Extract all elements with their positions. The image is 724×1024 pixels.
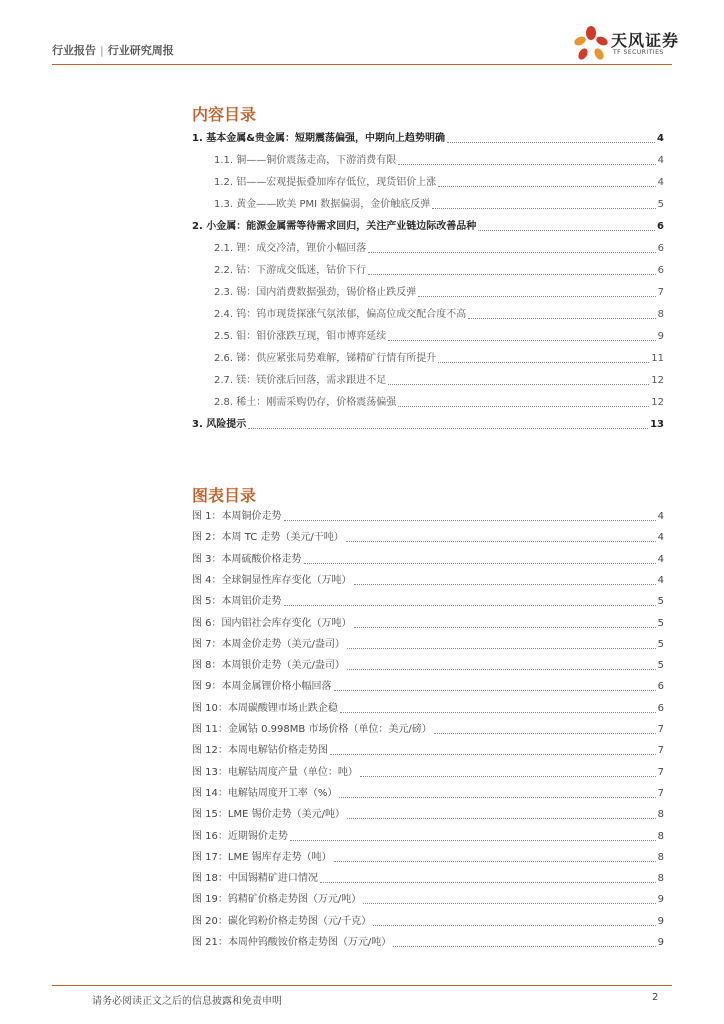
header-divider	[52, 64, 672, 65]
flower-logo-icon	[571, 24, 611, 64]
figure-entry[interactable]	[192, 808, 664, 822]
toc-entry-label: 1.1. 铜——铜价震荡走高，下游消费有限	[214, 155, 397, 166]
figure-entry-label: 图 17：LME 锡库存走势（吨）	[192, 851, 332, 863]
figure-leader-dots	[373, 925, 655, 926]
figure-entry-label: 图 15：LME 锡价走势（美元/吨）	[192, 809, 345, 821]
toc-entry[interactable]	[192, 418, 664, 432]
toc-leader-dots	[438, 186, 655, 187]
figure-entry[interactable]	[192, 638, 664, 652]
toc-leader-dots	[478, 230, 655, 231]
figure-entry-page: 6	[657, 702, 664, 714]
toc-entry-label: 1.2. 铝——宏观提振叠加库存低位，现货铝价上涨	[214, 177, 437, 188]
figures-title: 图表目录	[192, 486, 257, 505]
figure-leader-dots	[334, 690, 656, 691]
figure-entry-label: 图 18：中国锡精矿进口情况	[192, 873, 318, 885]
toc-entry[interactable]	[214, 396, 664, 410]
toc-entry-label: 3. 风险提示	[192, 419, 247, 430]
figure-leader-dots	[347, 818, 656, 819]
figure-entry-page: 4	[657, 553, 664, 565]
figure-entry-page: 8	[657, 830, 664, 842]
figure-leader-dots	[347, 648, 656, 649]
toc-leader-dots	[432, 208, 655, 209]
figure-entry-label: 图 16：近期锡价走势	[192, 830, 288, 842]
toc-leader-dots	[248, 428, 648, 429]
toc-entry-label: 1.3. 黄金——欧美 PMI 数据偏弱，金价触底反弹	[214, 199, 431, 210]
figure-entry-label: 图 21：本周仲钨酸铵价格走势图（万元/吨）	[192, 937, 392, 948]
logo-english-name: TF SECURITIES	[613, 49, 664, 56]
figure-entry-page: 5	[657, 660, 664, 672]
figure-leader-dots	[339, 797, 655, 798]
toc-entry-label: 2.5. 钼：钼价涨跌互现，钼市博弈延续	[214, 331, 387, 342]
figure-entry[interactable]	[192, 872, 664, 886]
toc-entry-label: 2.6. 锑：供应紧张局势难解，锑精矿行情有所提升	[214, 353, 437, 364]
toc-entry-page: 4	[657, 155, 664, 166]
figure-entry-page: 5	[657, 596, 664, 608]
toc-entry[interactable]	[214, 176, 664, 190]
toc-entry-page: 4	[657, 133, 664, 144]
figure-entry-label: 图 5：本周铝价走势	[192, 596, 282, 608]
figure-entry[interactable]	[192, 531, 664, 545]
toc-entry-page: 7	[657, 287, 664, 298]
page-number: 2	[652, 992, 659, 1003]
figure-entry-page: 4	[657, 511, 664, 522]
toc-entry-page: 8	[657, 309, 664, 320]
toc-entry-page: 12	[651, 375, 664, 386]
figure-entry[interactable]	[192, 766, 664, 780]
figure-entry-page: 7	[657, 766, 664, 778]
figure-entry-page: 8	[657, 809, 664, 821]
figure-entry-label: 图 19：钨精矿价格走势图（万元/吨）	[192, 894, 362, 906]
toc-entry-page: 13	[650, 419, 664, 430]
toc-entry[interactable]	[214, 286, 664, 300]
figure-entry-label: 图 12：本周电解钴价格走势图	[192, 745, 328, 757]
toc-leader-dots	[398, 164, 655, 165]
figure-entry-page: 7	[657, 787, 664, 799]
figure-leader-dots	[330, 754, 656, 755]
toc-entry-page: 12	[651, 397, 664, 408]
toc-title: 内容目录	[192, 105, 257, 124]
toc-leader-dots	[438, 362, 649, 363]
toc-entry-page: 6	[657, 265, 664, 276]
toc-entry[interactable]	[214, 308, 664, 322]
logo-chinese-name: 天风证券	[611, 31, 680, 50]
figure-entry-label: 图 13：电解钴周度产量（单位：吨）	[192, 766, 358, 778]
figure-entry-page: 7	[657, 745, 664, 757]
toc-entry[interactable]	[214, 352, 664, 366]
figure-leader-dots	[340, 712, 656, 713]
figure-entry[interactable]	[192, 830, 664, 844]
toc-entry[interactable]	[214, 264, 664, 278]
toc-entry-page: 4	[657, 177, 664, 188]
toc-leader-dots	[388, 384, 649, 385]
toc-leader-dots	[468, 318, 655, 319]
toc-entry-label: 2.2. 钴：下游成交低迷，钴价下行	[214, 265, 367, 276]
figure-leader-dots	[304, 563, 656, 564]
toc-entry-page: 6	[657, 221, 664, 232]
toc-entry[interactable]	[192, 132, 664, 146]
figure-entry[interactable]	[192, 851, 664, 865]
toc-entry-label: 2.7. 镁：镁价涨后回落，需求跟进不足	[214, 375, 387, 386]
toc-entry-label: 2.8. 稀土：刚需采购仍存，价格震荡偏强	[214, 397, 397, 408]
figure-entry[interactable]	[192, 915, 664, 929]
figure-leader-dots	[354, 627, 656, 628]
toc-entry[interactable]	[214, 198, 664, 212]
toc-leader-dots	[398, 406, 649, 407]
figure-entry-page: 8	[657, 873, 664, 885]
figure-entry-label: 图 8：本周银价走势（美元/盎司）	[192, 660, 345, 672]
toc-entry[interactable]	[214, 154, 664, 168]
figure-entry-page: 5	[657, 638, 664, 650]
toc-leader-dots	[388, 340, 655, 341]
toc-leader-dots	[418, 296, 655, 297]
toc-entry-page: 5	[657, 199, 664, 210]
figure-entry-label: 图 2：本周 TC 走势（美元/干吨）	[192, 532, 344, 544]
toc-leader-dots	[447, 142, 655, 143]
figure-leader-dots	[320, 882, 656, 883]
figure-entry-label: 图 1：本周铜价走势	[192, 511, 282, 522]
footer-divider	[52, 985, 672, 986]
toc-entry[interactable]	[192, 220, 664, 234]
figure-entry-label: 图 14：电解钴周度开工率（%）	[192, 787, 338, 799]
toc-entry-label: 2.1. 锂：成交冷清，锂价小幅回落	[214, 243, 367, 254]
toc-entry[interactable]	[214, 330, 664, 344]
figure-entry-page: 7	[657, 724, 664, 735]
toc-entry[interactable]	[214, 374, 664, 388]
toc-entry-label: 2. 小金属：能源金属需等待需求回归，关注产业链边际改善品种	[192, 221, 477, 232]
toc-entry-label: 1. 基本金属&贵金属：短期震荡偏强，中期向上趋势明确	[192, 133, 445, 144]
breadcrumb	[52, 42, 174, 58]
figure-entry-label: 图 3：本周硫酸价格走势	[192, 553, 302, 565]
figure-entry[interactable]	[192, 787, 664, 801]
figure-entry[interactable]	[192, 702, 664, 716]
figure-leader-dots	[334, 861, 656, 862]
figure-entry-label: 图 4：全球铜显性库存变化（万吨）	[192, 574, 352, 586]
figure-entry[interactable]	[192, 510, 664, 524]
figure-entry[interactable]	[192, 595, 664, 609]
figure-leader-dots	[284, 605, 656, 606]
tf-securities-logo	[571, 24, 681, 64]
figure-entry-page: 9	[657, 915, 664, 927]
figure-entry[interactable]	[192, 744, 664, 758]
footer-disclaimer: 请务必阅读正文之后的信息披露和免责申明	[92, 996, 282, 1007]
figure-leader-dots	[360, 776, 656, 777]
figure-entry-label: 图 10：本周碳酸锂市场止跌企稳	[192, 702, 338, 714]
figure-leader-dots	[346, 541, 656, 542]
figure-entry[interactable]	[192, 553, 664, 567]
toc-entry-page: 11	[651, 353, 664, 364]
figure-leader-dots	[290, 840, 656, 841]
figure-entry-page: 8	[657, 851, 664, 863]
figure-entry-page: 5	[657, 617, 664, 629]
figure-leader-dots	[363, 903, 655, 904]
toc-leader-dots	[368, 252, 655, 253]
toc-entry[interactable]	[214, 242, 664, 256]
figure-entry[interactable]	[192, 936, 664, 950]
figure-entry-page: 9	[657, 937, 664, 948]
figure-entry-label: 图 9：本周金属锂价格小幅回落	[192, 681, 332, 693]
figure-entry[interactable]	[192, 617, 664, 631]
figure-entry[interactable]	[192, 723, 664, 737]
figure-entry[interactable]	[192, 574, 664, 588]
breadcrumb-report-type: 行业报告	[52, 44, 96, 57]
toc-entry-label: 2.3. 锡：国内消费数据强劲，锡价格止跌反弹	[214, 287, 417, 298]
figure-entry-page: 6	[657, 681, 664, 693]
figure-entry-label: 图 6：国内铝社会库存变化（万吨）	[192, 617, 352, 629]
breadcrumb-report-subtype: 行业研究周报	[107, 44, 174, 57]
toc-leader-dots	[368, 274, 655, 275]
page-header	[0, 0, 724, 70]
figure-entry-page: 9	[657, 894, 664, 906]
figure-entry-label: 图 7：本周金价走势（美元/盎司）	[192, 638, 345, 650]
figure-leader-dots	[434, 733, 656, 734]
figure-leader-dots	[347, 669, 656, 670]
figure-entry-page: 4	[657, 532, 664, 544]
toc-entry-page: 6	[657, 243, 664, 254]
toc-entry-label: 2.4. 钨：钨市现货探涨气氛浓郁，偏高位成交配合度不高	[214, 309, 467, 320]
figure-leader-dots	[393, 946, 655, 947]
figure-entry-label: 图 20：碳化钨粉价格走势图（元/千克）	[192, 915, 372, 927]
figure-entry[interactable]	[192, 659, 664, 673]
figure-entry[interactable]	[192, 893, 664, 907]
toc-entry-page: 9	[657, 331, 664, 342]
figure-entry[interactable]	[192, 680, 664, 694]
figure-entry-label: 图 11：金属钴 0.998MB 市场价格（单位：美元/磅）	[192, 724, 432, 735]
figure-leader-dots	[284, 520, 656, 521]
figure-leader-dots	[354, 584, 656, 585]
breadcrumb-separator: |	[100, 44, 104, 57]
figure-entry-page: 4	[657, 574, 664, 586]
